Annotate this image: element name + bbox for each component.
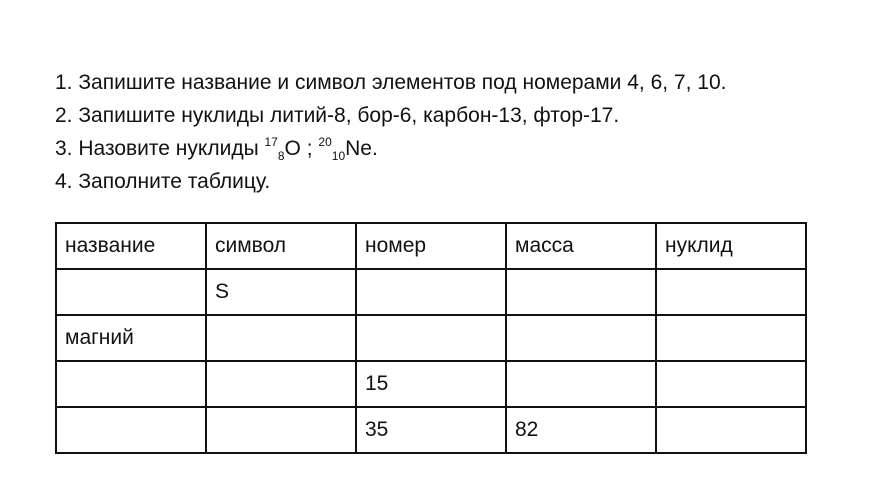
table-cell	[506, 315, 656, 361]
task-3-prefix: 3. Назовите нуклиды	[55, 137, 265, 160]
table-cell	[56, 407, 206, 453]
table-row	[56, 269, 806, 315]
table-cell	[506, 269, 656, 315]
table-cell	[56, 269, 206, 315]
header-nuclide: нуклид	[656, 223, 806, 269]
table-cell: 35	[356, 407, 506, 453]
table-cell: S	[206, 269, 356, 315]
table-cell	[206, 315, 356, 361]
nuclide-2-atomic-number: 10	[331, 149, 346, 163]
task-list	[55, 68, 726, 200]
table-cell	[356, 315, 506, 361]
table-cell: 82	[506, 407, 656, 453]
header-number: номер	[356, 223, 506, 269]
table-cell	[656, 361, 806, 407]
header-mass: масса	[506, 223, 656, 269]
nuclide-1-symbol: O	[284, 137, 301, 160]
task-3-suffix: .	[371, 137, 378, 160]
table-cell	[656, 315, 806, 361]
table-cell	[356, 269, 506, 315]
task-4: 4. Заполните таблицу.	[55, 170, 271, 193]
table-row	[56, 315, 806, 361]
table-cell	[206, 361, 356, 407]
nuclide-1-mass-number: 17	[264, 135, 278, 149]
task-2: 2. Запишите нуклиды литий-8, бор-6, карбон-13, фтор-17.	[55, 104, 620, 127]
nuclide-2-mass-number: 20	[318, 135, 332, 149]
table-cell	[206, 407, 356, 453]
task-1: 1. Запишите название и символ элементов под номерами 4, 6, 7, 10.	[55, 71, 727, 94]
header-name: название	[56, 223, 206, 269]
table-row	[56, 361, 806, 407]
element-table	[55, 222, 807, 454]
nuclide-1-atomic-number: 8	[277, 149, 285, 163]
table-cell	[56, 361, 206, 407]
table-row	[56, 407, 806, 453]
table-cell: 15	[356, 361, 506, 407]
table-cell	[506, 361, 656, 407]
task-3	[55, 134, 726, 167]
table-header-row	[56, 223, 806, 269]
table-cell	[656, 407, 806, 453]
table-cell	[656, 269, 806, 315]
table-cell: магний	[56, 315, 206, 361]
nuclide-2-symbol: Ne	[345, 137, 372, 160]
nuclide-separator: ;	[300, 137, 319, 160]
header-symbol: символ	[206, 223, 356, 269]
